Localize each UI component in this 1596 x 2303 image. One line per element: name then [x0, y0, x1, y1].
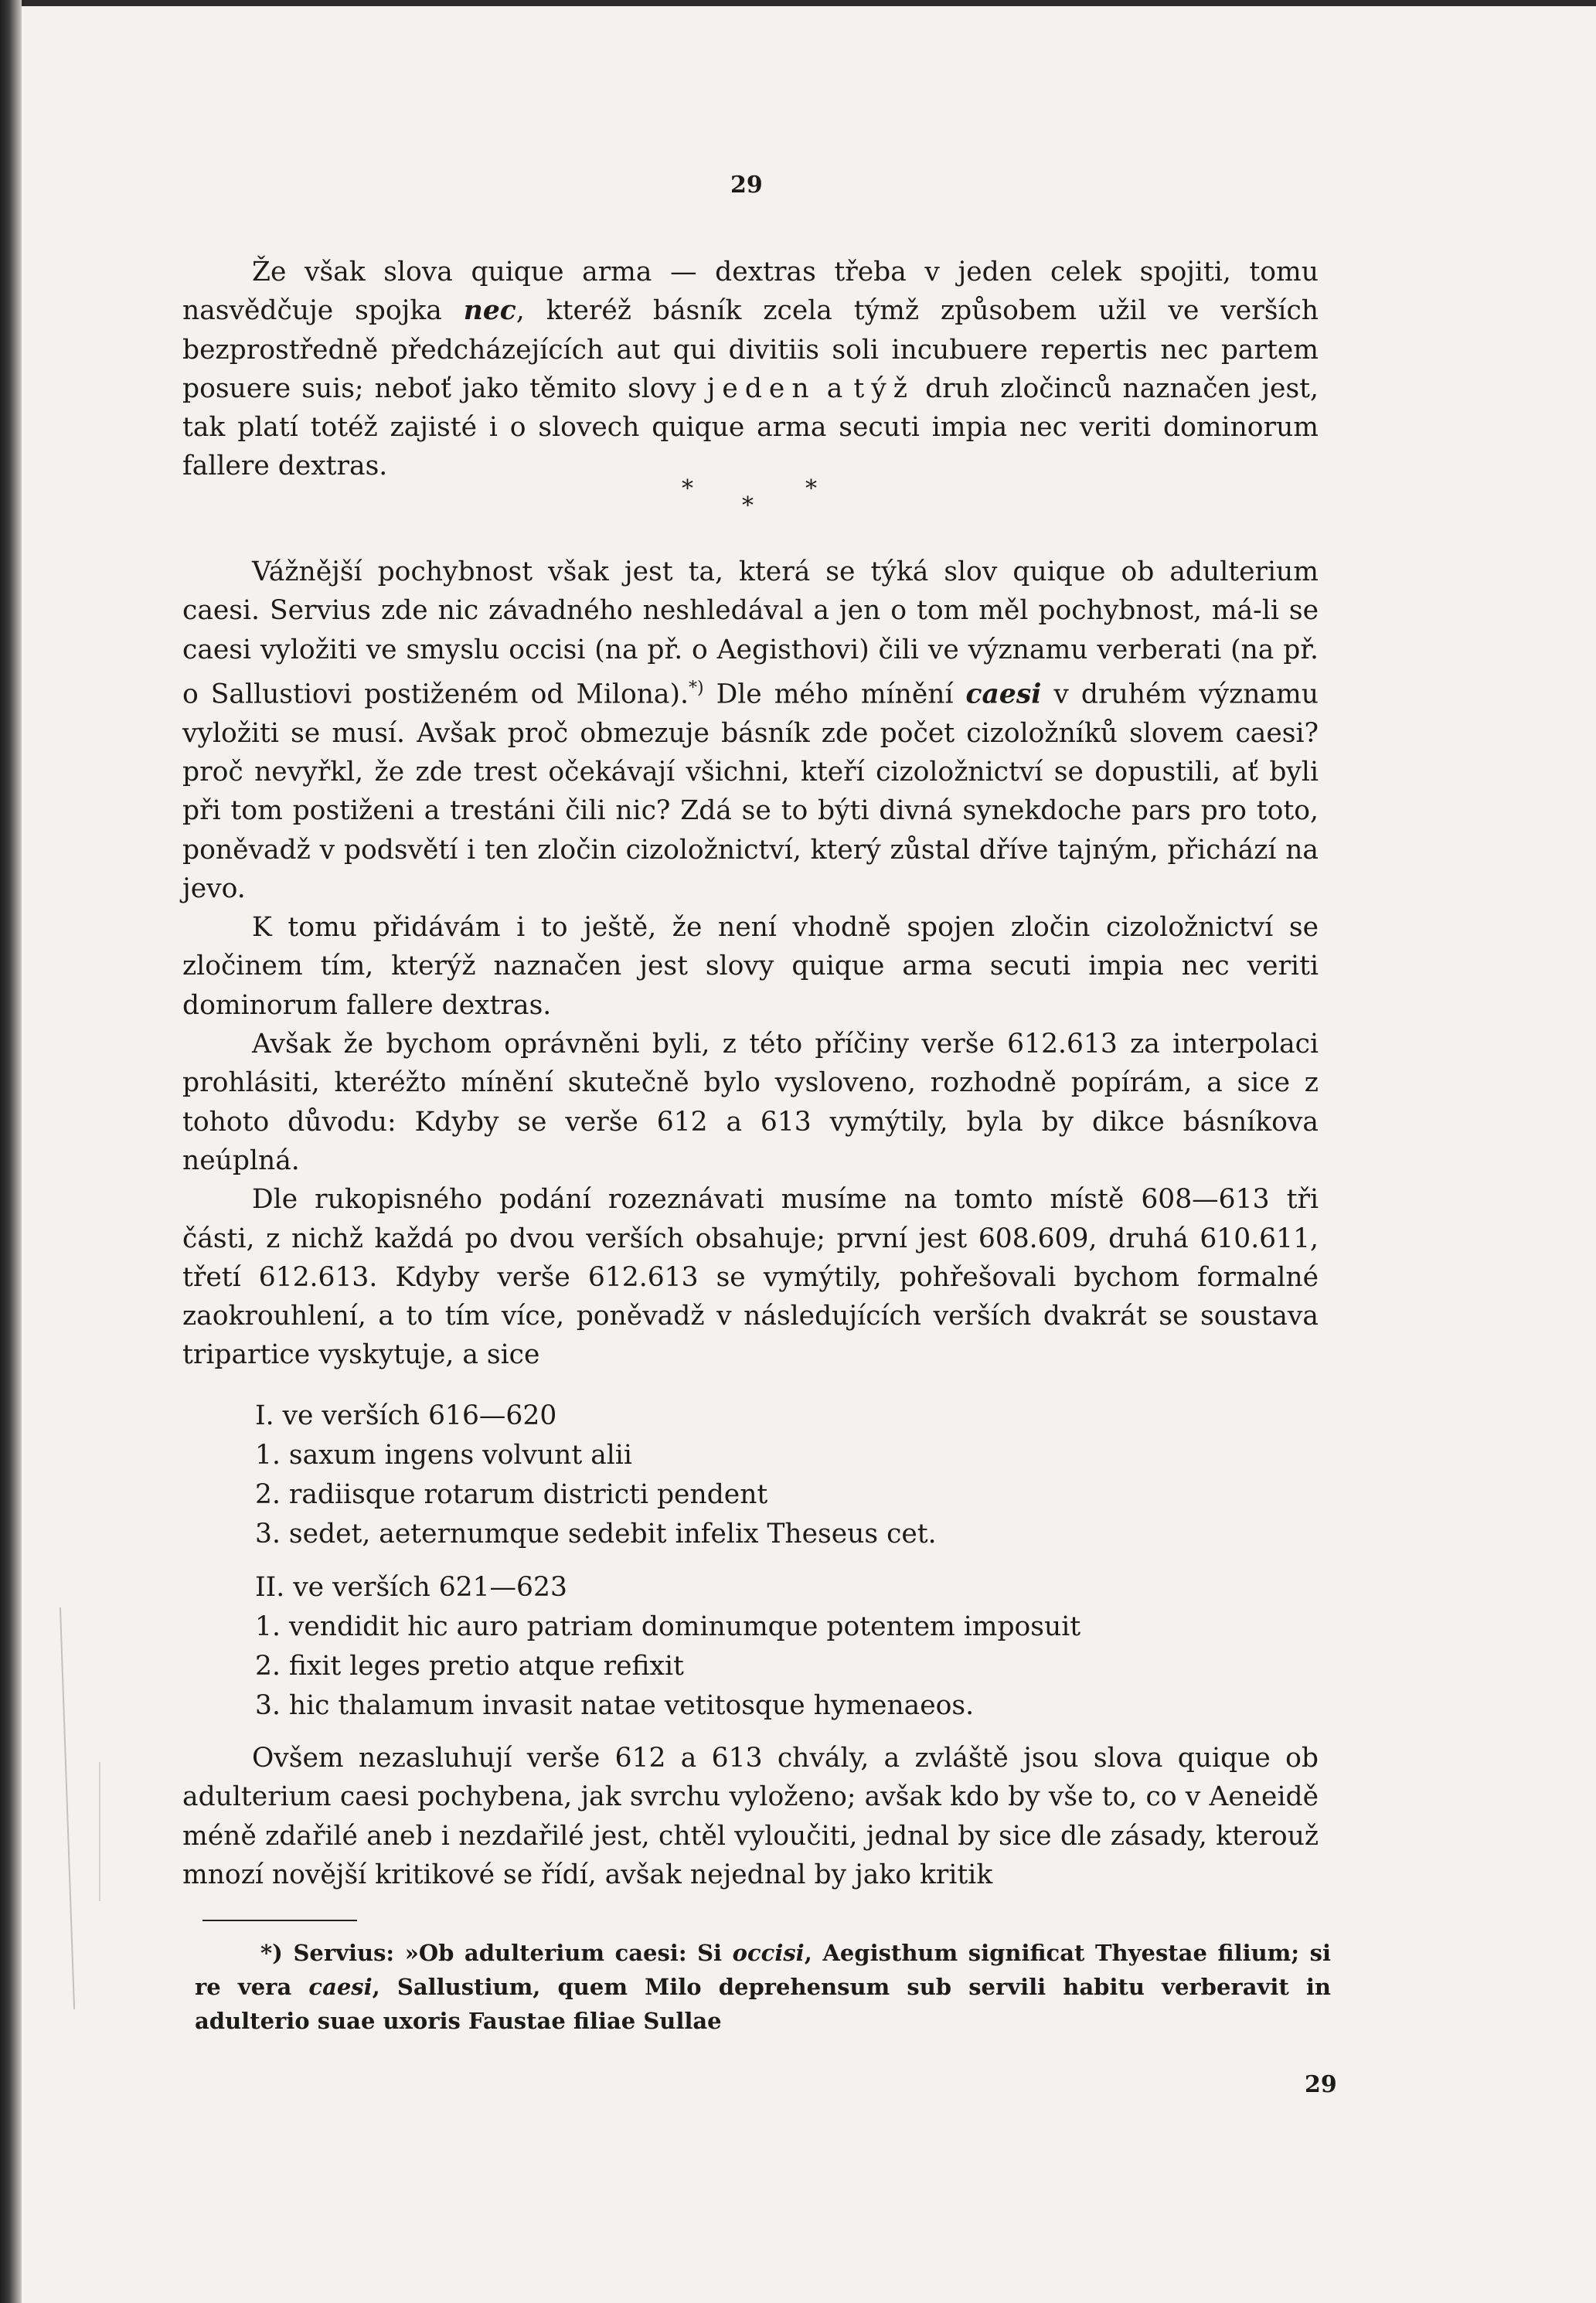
emphasis-nec: nec: [463, 295, 516, 327]
verse-list-item: 3. sedet, aeternumque sedebit infelix Theseus cet.: [255, 1519, 937, 1550]
page-number-top: 29: [730, 172, 763, 199]
paragraph-6-text: Ovšem nezasluhují verše 612 a 613 chvály, a zvláště jsou slova quique ob adulterium caesi pochybena, jak svrchu vyloženo; avšak kdo by vše to, co v Aeneidě méně zdařilé aneb i nezdařilé jest, chtěl vyloučiti, jednal by sice dle zásady, kterouž mnozí novější kritikové se řídí, avšak nejednal by jako kritik: [182, 1743, 1319, 1890]
scan-artifact-line: [99, 1762, 100, 1901]
verse-list-item: 3. hic thalamum invasit natae vetitosque hymenaeos.: [255, 1690, 975, 1721]
verse-list-item: 2. radiisque rotarum districti pendent: [255, 1479, 768, 1510]
paragraph-2: [182, 553, 1319, 1375]
spaced-word-tyz: týž: [853, 372, 914, 404]
verse-list-heading: II. ve verších 621—623: [255, 1572, 567, 1603]
paragraph-6: [182, 1739, 1319, 1894]
verse-list-item: 1. saxum ingens volvunt alii: [255, 1440, 632, 1471]
verse-list-item: 2. fixit leges pretio atque refixit: [255, 1651, 684, 1682]
paragraph-2-text: Vážnější pochybnost však jest ta, která se týká slov quique ob adulterium caesi. Servius zde nic závadného neshledával a jen o tom měl pochybnost, má-li se caesi vyložiti ve smyslu occisi (na př. o Aegisthovi) čili ve významu verberati (na př. o Sallustiovi postiženém od Milona).: [182, 556, 1319, 710]
verse-list-2: [255, 1568, 1080, 1726]
separator-star: *: [742, 492, 754, 519]
paragraph-1-text: a: [815, 372, 854, 404]
scan-left-edge: [0, 0, 22, 2303]
page-number-bottom: 29: [1305, 2071, 1337, 2098]
paragraph-1: [182, 253, 1319, 486]
emphasis-occisi: occisi: [732, 1940, 805, 1966]
verse-list-heading: I. ve verších 616—620: [255, 1400, 557, 1431]
footnote-reference: *): [688, 678, 704, 698]
scan-top-edge: [0, 0, 1596, 6]
paragraph-4: Avšak že bychom oprávněni byli, z této příčiny verše 612.613 za interpolaci prohlásiti, kteréžto mínění skutečně bylo vysloveno, rozhodně popírám, a sice z tohoto důvodu: Kdyby se verše 612 a 613 vymýtily, byla by dikce básníkova neúplná.: [182, 1029, 1319, 1176]
emphasis-caesi: caesi: [308, 1974, 373, 2000]
footnote-text: *) Servius: »Ob adulterium caesi: Si: [260, 1940, 733, 1966]
footnote-text: , Aegisthum significat Thyestae filium; si re vera: [195, 1940, 1331, 2000]
paragraph-1-text: Že však slova quique arma — dextras třeba v jeden celek spojiti, tomu nasvědčuje spojka: [182, 257, 1319, 327]
verse-list-item: 1. vendidit hic auro patriam dominumque potentem imposuit: [255, 1611, 1081, 1642]
separator-star: *: [805, 475, 817, 502]
paragraph-2-text: v druhém významu vyložiti se musí. Avšak proč obmezuje básník zde počet cizoložníků slovem caesi? proč nevyřkl, že zde trest očekávají všichni, kteří cizoložnictví se dopustili, ať byli při tom postiženi a trestáni čili nic? Zdá se to býti divná synekdoche pars pro toto, poněvadž v podsvětí i ten zločin cizoložnictví, který zůstal dříve tajným, přichází na jevo.: [182, 679, 1319, 904]
separator-star: *: [682, 475, 693, 502]
section-separator: [665, 475, 835, 522]
verse-list-1: [255, 1396, 937, 1554]
emphasis-caesi: caesi: [965, 679, 1042, 710]
paragraph-1-text: , kteréž básník zcela týmž způsobem užil ve verších bezprostředně předcházejících aut qui divitiis soli incubuere repertis nec partem posuere suis; neboť jako těmito slovy: [182, 295, 1319, 404]
paragraph-3: K tomu přidávám i to ještě, že není vhodně spojen zločin cizoložnictví se zločinem tím, kterýž naznačen jest slovy quique arma secuti impia nec veriti dominorum fallere dextras.: [182, 912, 1319, 1021]
footnote-divider: [202, 1920, 357, 1921]
footnote: [195, 1936, 1331, 2038]
footnote-text: , Sallustium, quem Milo deprehensum sub servili habitu verberavit in adulterio suae uxoris Faustae filiae Sullae: [195, 1974, 1331, 2034]
paragraph-2-text: Dle mého mínění: [703, 679, 966, 710]
scan-artifact-line: [60, 1607, 75, 2009]
spaced-word-jeden: jeden: [706, 372, 816, 404]
paragraph-1-text: druh zločinců naznačen jest, tak platí totéž zajisté i o slovech quique arma secuti impia nec veriti dominorum fallere dextras.: [182, 372, 1319, 482]
paragraph-5: Dle rukopisného podání rozeznávati musíme na tomto místě 608—613 tři části, z nichž každá po dvou verších obsahuje; první jest 608.609, druhá 610.611, třetí 612.613. Kdyby verše 612.613 se vymýtily, pohřešovali bychom formalné zaokrouhlení, a to tím více, poněvadž v následujících verších dvakrát se soustava tripartice vyskytuje, a sice: [182, 1184, 1319, 1371]
